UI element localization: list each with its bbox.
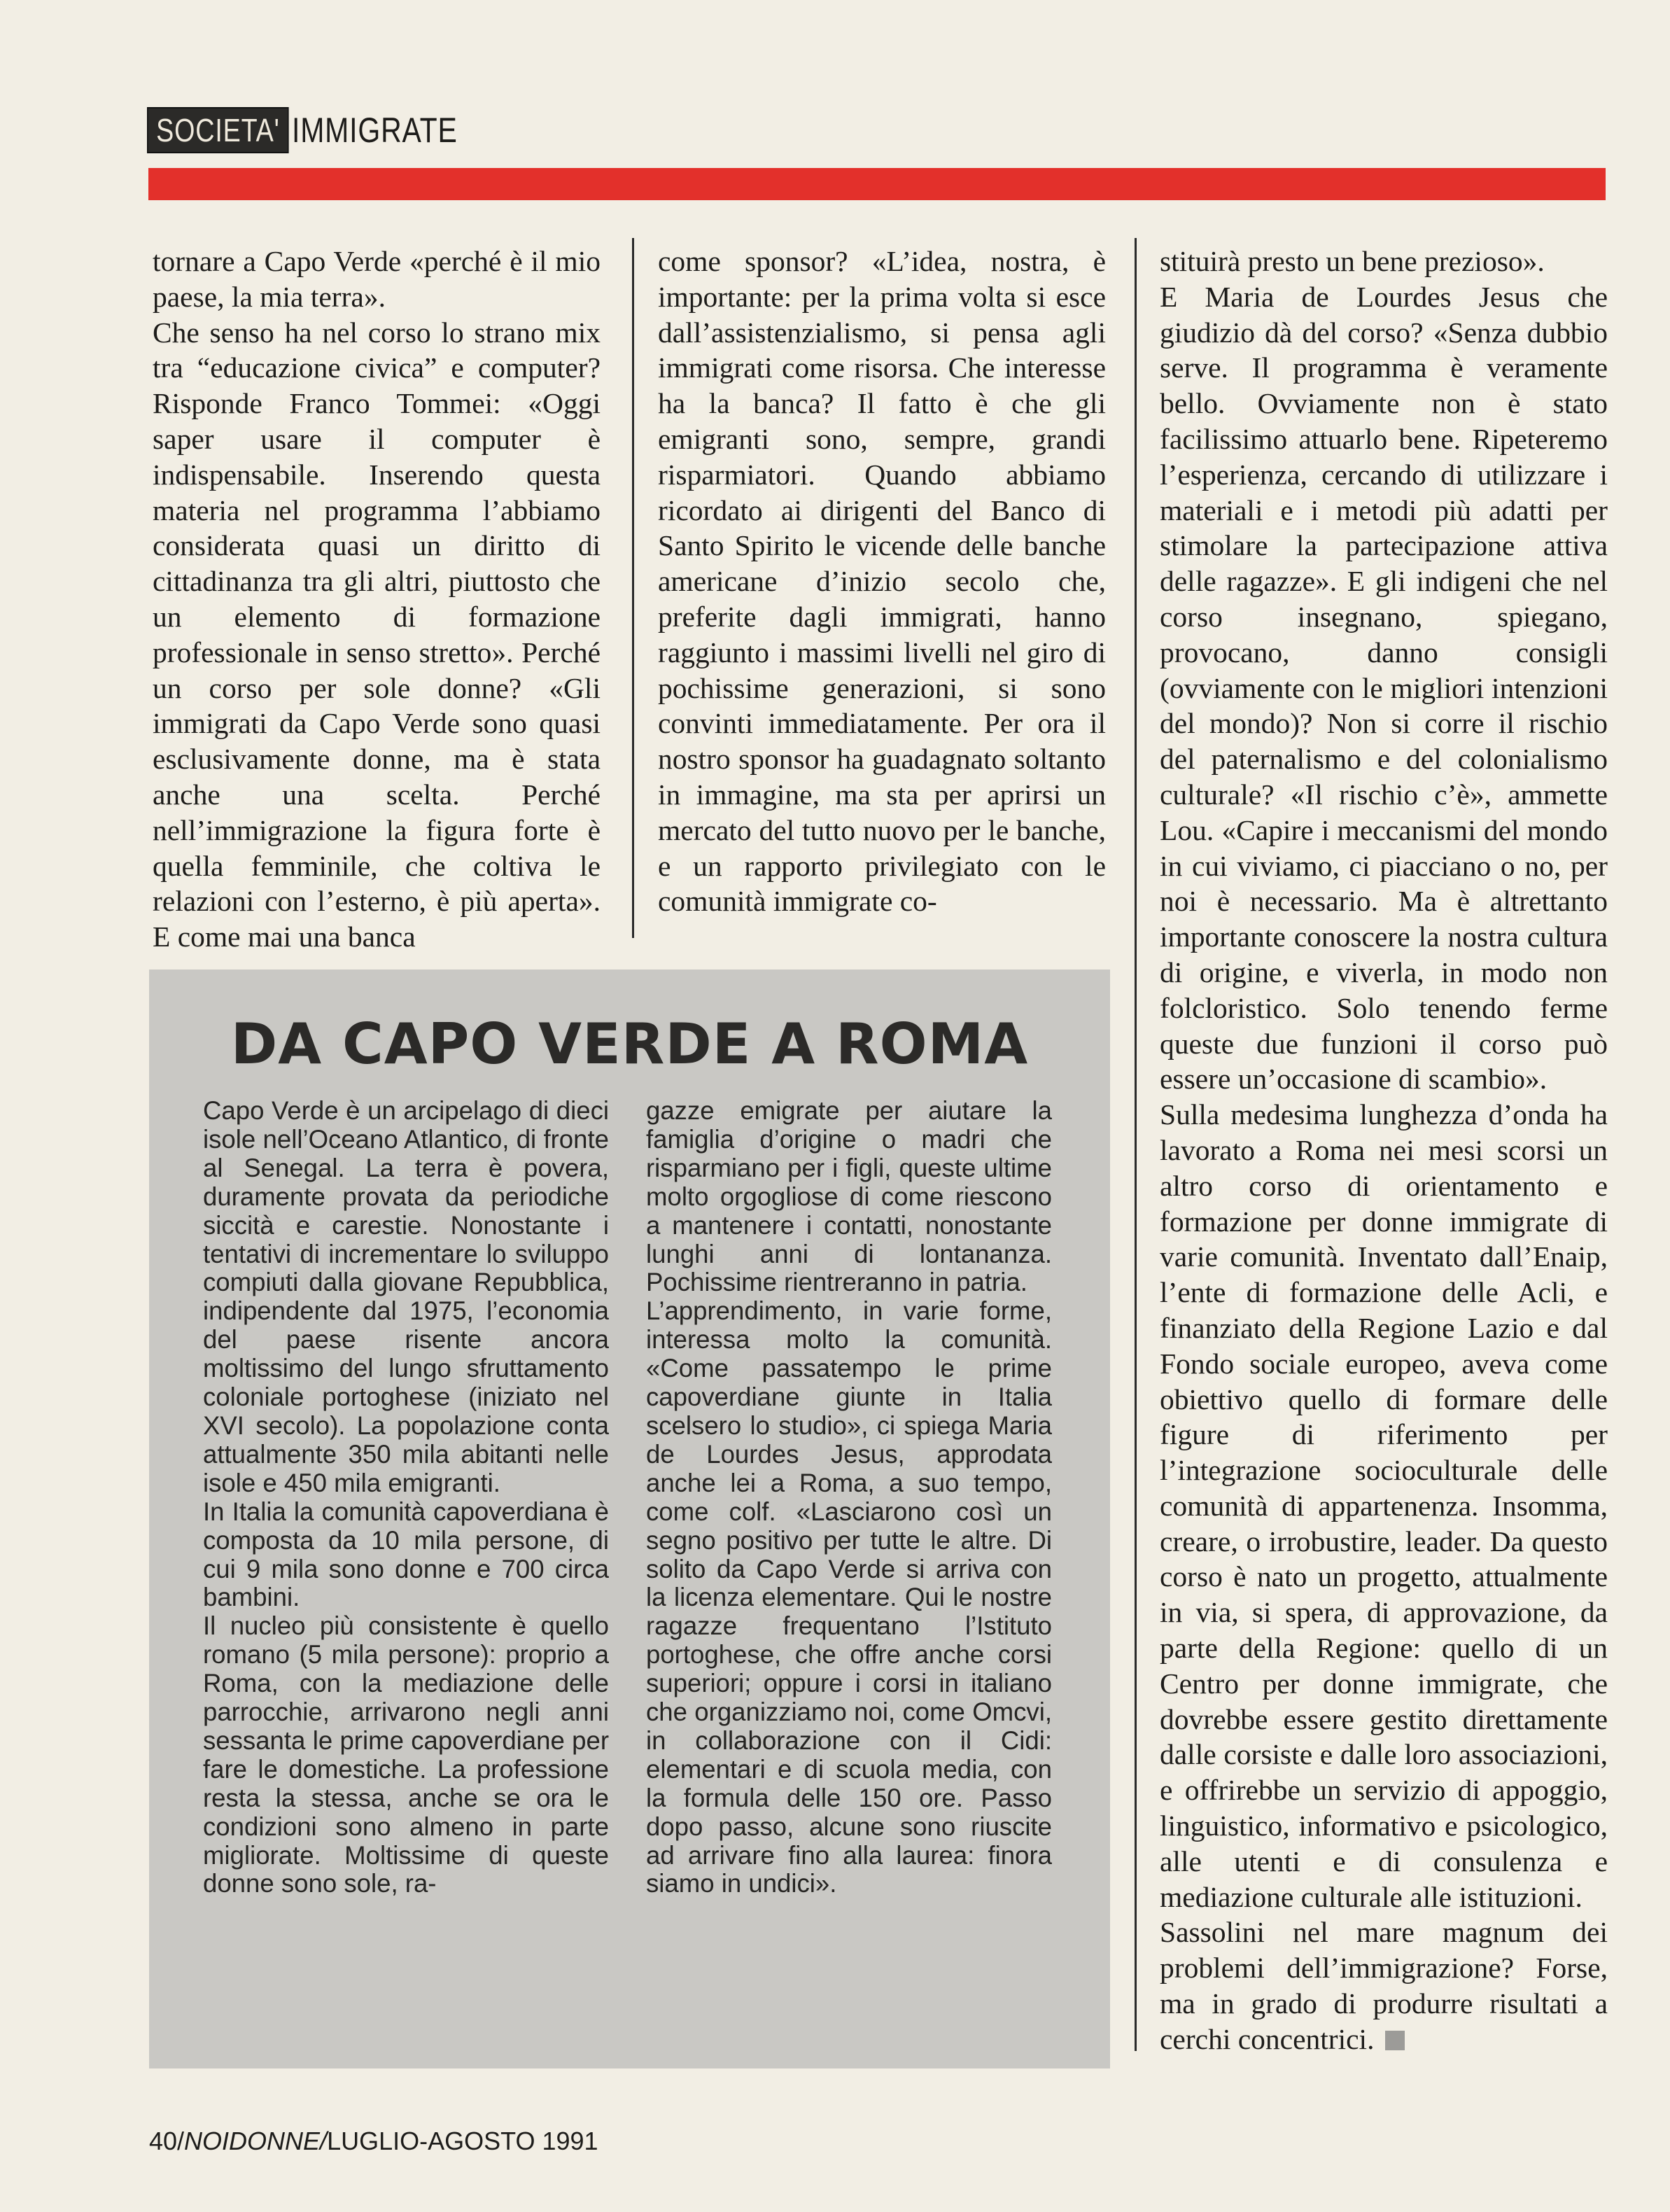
end-of-article-mark: [1385, 2031, 1405, 2050]
section-title: IMMIGRATE: [292, 111, 458, 150]
page-footer: [149, 2127, 598, 2156]
sidebar-column-2: [646, 1097, 1052, 1898]
sidebar-box: [149, 969, 1110, 2068]
article-column-1: [153, 244, 601, 955]
paragraph: tornare a Capo Verde «perché è il mio paese, la mia terra».: [153, 245, 601, 313]
paragraph: [1160, 1914, 1608, 2057]
article-column-3: [1160, 244, 1608, 2057]
column-divider: [632, 238, 634, 938]
paragraph: come sponsor? «L’idea, nostra, è importante: per la prima volta si esce dall’assistenzialismo, si pensa agli immigrati come risorsa. Che interesse ha la banca? Il fatto è che gli emigranti sono, sempre, grandi risparmiatori. Quando abbiamo ricordato ai dirigenti del Banco di Santo Spirito le vicende delle banche americane d’inizio secolo che, preferite dagli immigrati, hanno raggiunto i massimi livelli nel giro di pochissime generazioni, si sono convinti immediatamente. Per ora il nostro sponsor ha guadagnato soltanto in immagine, ma sta per aprirsi un mercato del tutto nuovo per le banche, e un rapporto privilegiato con le comunità immigrate co-: [658, 245, 1106, 918]
sidebar-column-1: [203, 1097, 609, 1898]
paragraph: L’apprendimento, in varie forme, interessa molto la comunità. «Come passatempo le prime capoverdiane giunte in Italia scelsero lo studio», ci spiega Maria de Lourdes Jesus, approdata anche lei a Roma, a suo tempo, come colf. «Lasciarono così un segno positivo per tutte le altre. Di solito da Capo Verde si arriva con la licenza elementare. Qui le nostre ragazze frequentano l’Istituto portoghese, che offre anche corsi superiori; oppure i corsi in italiano che organizziamo noi, come Omcvi, in collaborazione con il Cidi: elementari e di scuola media, con la formula delle 150 ore. Passo dopo passo, alcune sono riuscite ad arrivare fino alla laurea: finora siamo in undici».: [646, 1296, 1052, 1898]
header-rule-bar: [148, 168, 1606, 200]
section-tag: SOCIETA': [147, 107, 289, 153]
paragraph: Che senso ha nel corso lo strano mix tra “educazione civica” e computer? Risponde Franco Tommei: «Oggi saper usare il computer è indispensabile. Inserendo questa materia nel programma l’abbiamo considerata quasi un diritto di cittadinanza tra gli altri, piuttosto che un elemento di formazione professionale in senso stretto». Perché un corso per sole donne? «Gli immigrati da Capo Verde sono quasi esclusivamente donne, ma è stata anche una scelta. Perché nell’immigrazione la figura forte è quella femminile, che coltiva le relazioni con l’esterno, è più aperta». E come mai una banca: [153, 316, 601, 953]
article-column-2: [658, 244, 1106, 919]
paragraph: Il nucleo più consistente è quello romano (5 mila persone): proprio a Roma, con la mediazione delle parrocchie, arrivarono negli anni sessanta le prime capoverdiane per fare le domestiche. La professione resta la stessa, anche se ora le condizioni sono almeno in parte migliorate. Moltissime di queste donne sono sole, ra-: [203, 1611, 609, 1898]
closing-text: Sassolini nel mare magnum dei problemi dell’immigrazione? Forse, ma in grado di produrre risultati a cerchi concentrici.: [1160, 1916, 1608, 2055]
paragraph: E Maria de Lourdes Jesus che giudizio dà del corso? «Senza dubbio serve. Il programma è veramente bello. Ovviamente non è stato facilissimo attuarlo bene. Ripeteremo l’esperienza, cercando di utilizzare i materiali e i metodi più adatti per stimolare la partecipazione attiva delle ragazze». E gli indigeni che nel corso insegnano, spiegano, provocano, danno consigli (ovviamente con le migliori intenzioni del mondo)? Non si corre il rischio del paternalismo e del colonialismo culturale? «Il rischio c’è», ammette Lou. «Capire i meccanismi del mondo in cui viviamo, ci piacciano o no, per noi è necessario. Ma è altrettanto importante conoscere la nostra cultura di origine, e viverla, in modo non folcloristico. Solo tenendo ferme queste due funzioni il corso può essere un’occasione di scambio».: [1160, 280, 1608, 1096]
paragraph: gazze emigrate per aiutare la famiglia d’origine o madri che risparmiano per i figli, queste ultime molto orgogliose di come riescono a mantenere i contatti, nonostante lunghi anni di lontananza. Pochissime rientreranno in patria.: [646, 1096, 1052, 1297]
magazine-name: NOIDONNE/: [184, 2127, 328, 2155]
paragraph: In Italia la comunità capoverdiana è composta da 10 mila persone, di cui 9 mila sono donne e 700 circa bambini.: [203, 1497, 609, 1612]
column-divider: [1135, 238, 1137, 2051]
paragraph: Capo Verde è un arcipelago di dieci isole nell’Oceano Atlantico, di fronte al Senegal. La terra è povera, duramente provata da periodiche siccità e carestie. Nonostante i tentativi di incrementare lo sviluppo compiuti dalla giovane Repubblica, indipendente dal 1975, l’economia del paese risente ancora moltissimo del lungo sfruttamento coloniale portoghese (iniziato nel XVI secolo). La popolazione conta attualmente 350 mila abitanti nelle isole e 450 mila emigranti.: [203, 1096, 609, 1497]
sidebar-title: DA CAPO VERDE A ROMA: [230, 1011, 1029, 1077]
section-header: [147, 108, 494, 152]
page-number: 40/: [149, 2127, 185, 2155]
paragraph: stituirà presto un bene prezioso».: [1160, 245, 1545, 277]
paragraph: Sulla medesima lunghezza d’onda ha lavorato a Roma nei mesi scorsi un altro corso di orientamento e formazione per donne immigrate di varie comunità. Inventato dall’Enaip, l’ente di formazione delle Acli, e finanziato della Regione Lazio e dal Fondo sociale europeo, aveva come obiettivo quello di formare delle figure di riferimento per l’integrazione socioculturale delle comunità di appartenenza. Insomma, creare, o irrobustire, leader. Da questo corso è nato un progetto, attualmente in via, si spera, di approvazione, da parte della Regione: quello di un Centro per donne immigrate, che dovrebbe essere gestito direttamente dalle corsiste e dalle loro associazioni, e offrirebbe un servizio di appoggio, linguistico, informativo e psicologico, alle utenti e di consulenza e mediazione culturale alle istituzioni.: [1160, 1098, 1608, 1913]
issue-date: LUGLIO-AGOSTO 1991: [327, 2127, 598, 2155]
